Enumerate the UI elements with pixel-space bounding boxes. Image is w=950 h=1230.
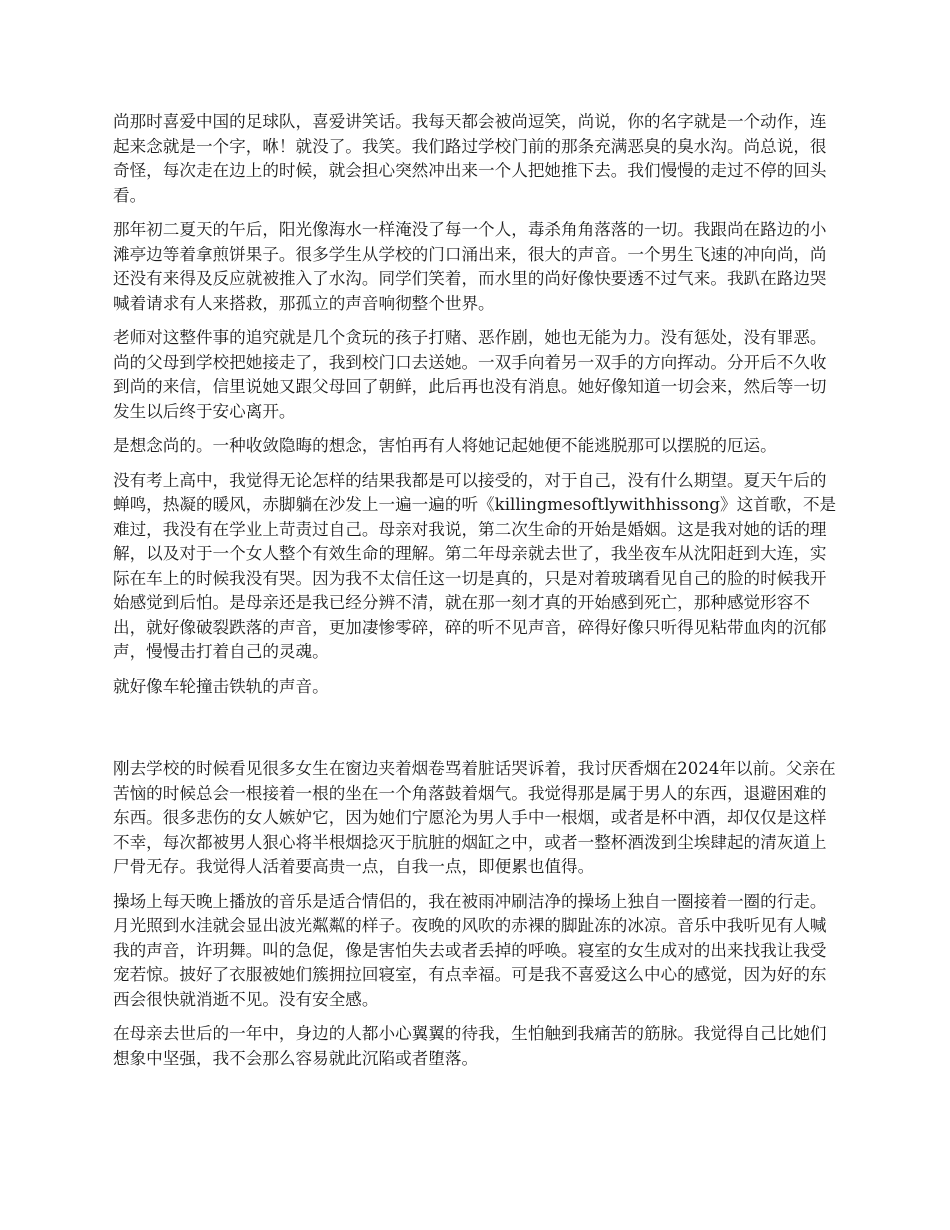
paragraph: 操场上每天晚上播放的音乐是适合情侣的，我在被雨冲刷洁净的操场上独自一圈接着一圈的行走。月光照到水洼就会显出波光粼粼的样子。夜晚的风吹的赤裸的脚趾冻的冰凉。音乐中我听见有人喊我的声音，许玥舞。叫的急促，像是害怕失去或者丢掉的呼唤。寝室的女生成对的出来找我让我受宠若惊。披好了衣服被她们簇拥拉回寝室，有点幸福。可是我不喜爱这么中心的感觉，因为好的东西会很快就消逝不见。没有安全感。: [113, 891, 827, 1009]
paragraph: 那年初二夏天的午后，阳光像海水一样淹没了每一个人，毒杀角角落落的一切。我跟尚在路边的小滩亭边等着拿煎饼果子。很多学生从学校的门口涌出来，很大的声音。一个男生飞速的冲向尚，尚还没有来得及反应就被推入了水沟。同学们笑着，而水里的尚好像快要透不过气来。我趴在路边哭喊着请求有人来搭救，那孤立的声音响彻整个世界。: [113, 220, 827, 313]
paragraph: 没有考上高中，我觉得无论怎样的结果我都是可以接受的，对于自己，没有什么期望。夏天午后的蝉鸣，热凝的暖风，赤脚躺在沙发上一遍一遍的听《killingmesoftlywithhissong》这首歌，不是难过，我没有在学业上苛责过自己。母亲对我说，第二次生命的开始是婚姻。这是我对她的话的理解，以及对于一个女人整个有效生命的理解。第二年母亲就去世了，我坐夜车从沈阳赶到大连，实际在车上的时候我没有哭。因为我不太信任这一切是真的，只是对着玻璃看见自己的脸的时候我开始感觉到后怕。是母亲还是我已经分辨不清，就在那一刻才真的开始感到死亡，那种感觉形容不出，就好像破裂跌落的声音，更加凄惨零碎，碎的听不见声音，碎得好像只听得见粘带血肉的沉郁声，慢慢击打着自己的灵魂。: [113, 470, 837, 661]
paragraph: 就好像车轮撞击铁轨的声音。: [113, 676, 329, 696]
document-body: [113, 110, 841, 1081]
section-gap: [113, 709, 841, 757]
paragraph: 是想念尚的。一种收敛隐晦的想念，害怕再有人将她记起她便不能逃脱那可以摆脱的厄运。: [113, 436, 777, 455]
paragraph: 刚去学校的时候看见很多女生在窗边夹着烟卷骂着脏话哭诉着，我讨厌香烟在2024年以前。父亲在苦恼的时候总会一根接着一根的坐在一个角落鼓着烟气。我觉得那是属于男人的东西，退避困难的东西。很多悲伤的女人嫉妒它，因为她们宁愿沦为男人手中一根烟，或者是杯中酒，却仅仅是这样不幸，每次都被男人狠心将半根烟捻灭于肮脏的烟缸之中，或者一整杯酒泼到尘埃肆起的清灰道上尸骨无存。我觉得人活着要高贵一点，自我一点，即便累也值得。: [113, 759, 836, 876]
paragraph: 尚那时喜爱中国的足球队，喜爱讲笑话。我每天都会被尚逗笑，尚说，你的名字就是一个动作，连起来念就是一个字，咻！就没了。我笑。我们路过学校门前的那条充满恶臭的臭水沟。尚总说，很奇怪，每次走在边上的时候，就会担心突然冲出来一个人把她推下去。我们慢慢的走过不停的回头看。: [113, 112, 827, 205]
paragraph: 老师对这整件事的追究就是几个贪玩的孩子打赌、恶作剧，她也无能为力。没有惩处，没有罪恶。尚的父母到学校把她接走了，我到校门口去送她。一双手向着另一双手的方向挥动。分开后不久收到尚的来信，信里说她又跟父母回了朝鲜，此后再也没有消息。她好像知道一切会来，然后等一切发生以后终于安心离开。: [113, 328, 827, 421]
paragraph: 在母亲去世后的一年中，身边的人都小心翼翼的待我，生怕触到我痛苦的筋脉。我觉得自己比她们想象中坚强，我不会那么容易就此沉陷或者堕落。: [113, 1024, 827, 1068]
